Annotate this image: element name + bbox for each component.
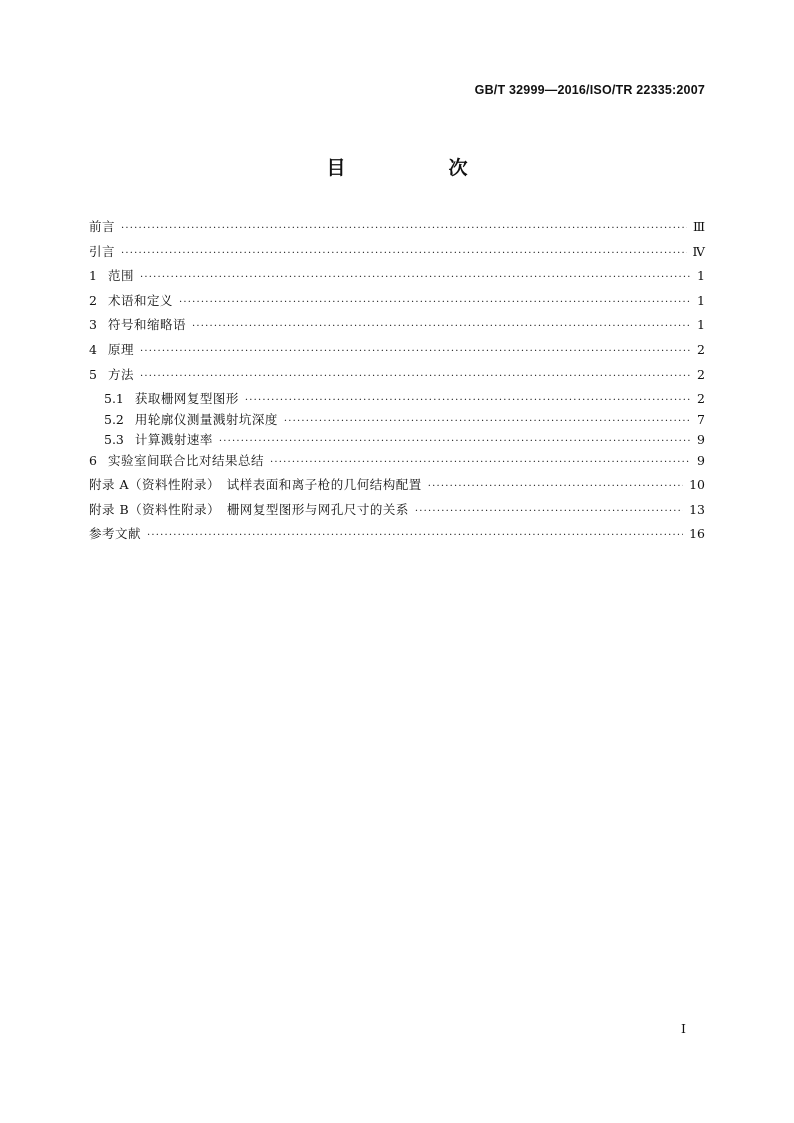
toc-page: Ⅳ — [692, 243, 705, 259]
toc-page: 7 — [697, 411, 705, 427]
toc-leader — [245, 390, 691, 412]
toc-label: 用轮廓仪测量溅射坑深度 — [134, 411, 278, 427]
toc-label: 参考文献 — [89, 526, 142, 542]
toc-entry-5-1[interactable] — [89, 388, 705, 409]
toc-leader — [147, 525, 683, 547]
toc-entry-interlab[interactable] — [89, 450, 705, 475]
toc-label: 符号和缩略语 — [107, 317, 186, 333]
toc-page: 9 — [697, 452, 705, 468]
toc-entry-symbols[interactable] — [89, 314, 705, 339]
toc-label: 范围 — [107, 268, 134, 284]
toc-label: 方法 — [107, 366, 134, 382]
toc-label: 术语和定义 — [107, 292, 173, 308]
toc-leader — [140, 341, 691, 363]
toc-number: 3 — [89, 317, 97, 333]
toc-entry-foreword[interactable] — [89, 216, 705, 241]
toc-leader — [121, 218, 687, 240]
toc-label: 前言 — [89, 219, 116, 234]
toc-number: 6 — [89, 452, 97, 468]
toc-entry-scope[interactable] — [89, 265, 705, 290]
toc-number: 4 — [89, 341, 97, 357]
toc-page: 13 — [689, 501, 705, 517]
toc-leader — [140, 366, 691, 388]
toc-entry-5-3[interactable] — [89, 429, 705, 450]
toc-leader — [179, 292, 691, 314]
toc-number: 5.1 — [104, 391, 124, 407]
toc-label: 附录 A（资料性附录） 试样表面和离子枪的几何结构配置 — [89, 477, 422, 493]
toc-entry-5-2[interactable] — [89, 409, 705, 430]
toc-page: 1 — [697, 317, 705, 333]
toc-page: 2 — [697, 391, 705, 407]
toc-entry-principle[interactable] — [89, 339, 705, 364]
page-number: Ⅰ — [681, 1021, 686, 1036]
toc-page: 10 — [689, 477, 705, 493]
toc-entry-terms[interactable] — [89, 290, 705, 315]
toc-page: 1 — [697, 268, 705, 284]
toc-entry-annex-a[interactable] — [89, 474, 705, 499]
toc-page: 1 — [697, 292, 705, 308]
toc-entry-introduction[interactable] — [89, 241, 705, 266]
toc-leader — [192, 316, 691, 338]
toc-number: 1 — [89, 268, 97, 284]
toc-label: 原理 — [107, 341, 134, 357]
toc-label: 计算溅射速率 — [134, 432, 213, 448]
toc-number: 5.3 — [104, 432, 124, 448]
toc-number: 5.2 — [104, 411, 124, 427]
toc-page: 2 — [697, 341, 705, 357]
toc-page: 9 — [697, 432, 705, 448]
page-title: 目 次 — [326, 157, 510, 179]
toc-leader — [121, 243, 686, 265]
toc-page: 16 — [689, 526, 705, 542]
table-of-contents — [89, 216, 705, 548]
toc-label: 附录 B（资料性附录） 栅网复型图形与网孔尺寸的关系 — [89, 501, 409, 517]
toc-leader — [219, 431, 691, 453]
standard-number: GB/T 32999—2016/ISO/TR 22335:2007 — [474, 83, 705, 97]
toc-leader — [284, 411, 691, 433]
toc-leader — [415, 501, 683, 523]
toc-entry-bibliography[interactable] — [89, 523, 705, 548]
toc-leader — [270, 452, 691, 474]
toc-entry-annex-b[interactable] — [89, 499, 705, 524]
toc-entry-method[interactable] — [89, 364, 705, 389]
toc-leader — [140, 267, 691, 289]
toc-label: 引言 — [89, 243, 116, 259]
toc-page: Ⅲ — [692, 219, 705, 234]
toc-leader — [428, 476, 683, 498]
toc-label: 获取栅网复型图形 — [134, 391, 239, 407]
toc-number: 5 — [89, 366, 97, 382]
toc-page: 2 — [697, 366, 705, 382]
toc-label: 实验室间联合比对结果总结 — [107, 452, 264, 468]
toc-number: 2 — [89, 292, 97, 308]
